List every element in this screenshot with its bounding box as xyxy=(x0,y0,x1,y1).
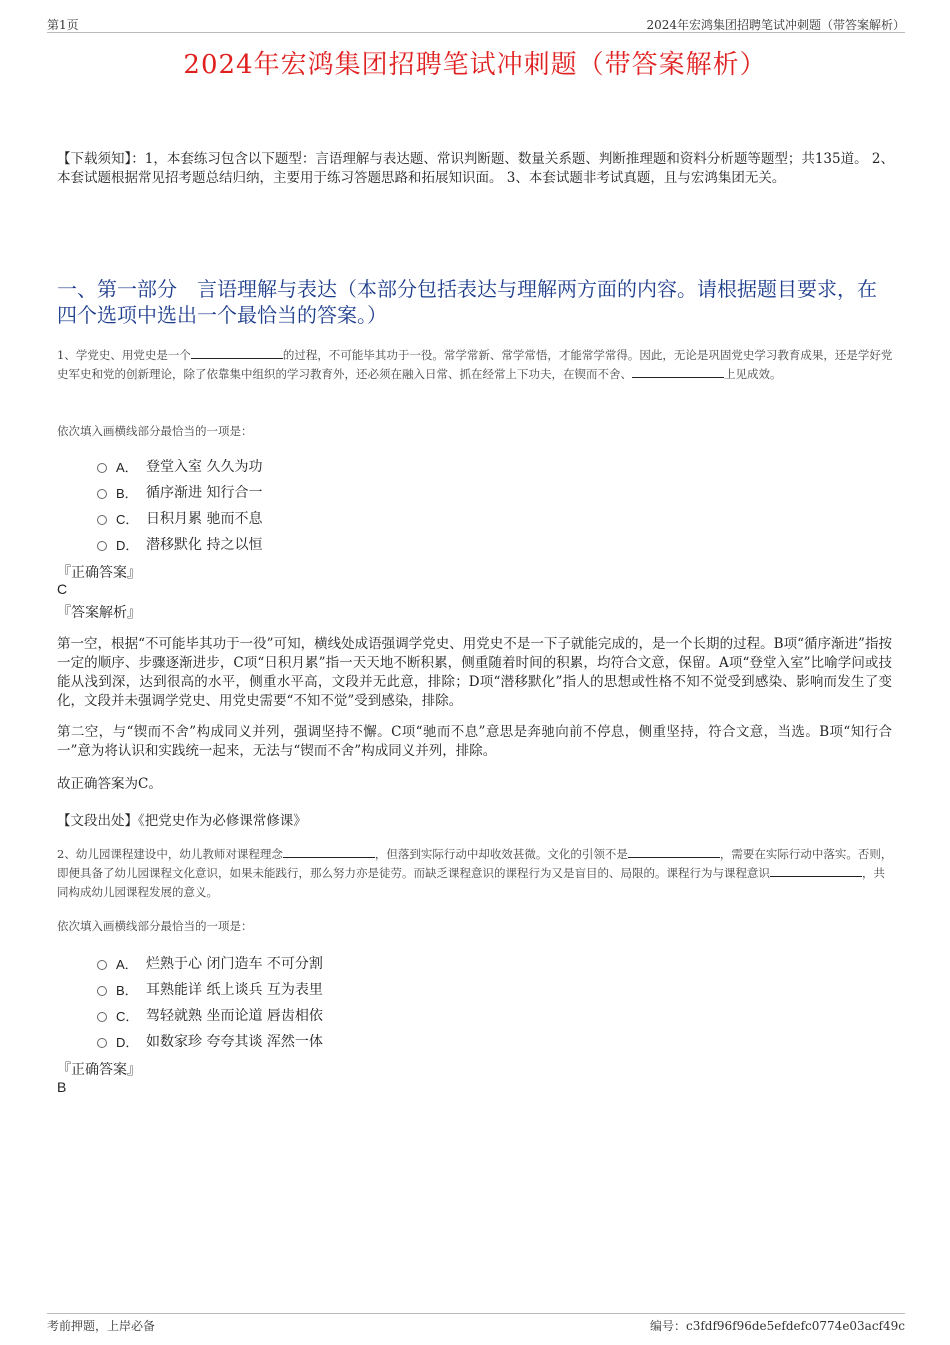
footer-code: 编号：c3fdf96f96de5efdefc0774e03acf49c xyxy=(649,1319,905,1333)
option-d[interactable] xyxy=(97,1028,323,1054)
question-2-blank-3 xyxy=(770,864,862,877)
question-2-text-3: ，需要在实际行动中落实。否则，即便具备了幼儿园课程文化意识，如果未能践行，那么努力亦是徒劳。而缺乏课程意识的课程行为又是盲目的、局限的。课程行为与课程意识 xyxy=(57,847,893,880)
analysis-label: 『答案解析』 xyxy=(57,605,141,621)
question-2-stem xyxy=(57,845,895,902)
question-1-blank-2 xyxy=(632,365,724,378)
section-heading: 一、第一部分 言语理解与表达（本部分包括表达与理解两方面的内容。请根据题目要求，在四个选项中选出一个最恰当的答案。） xyxy=(57,277,877,327)
option-text: 如数家珍 夸夸其谈 浑然一体 xyxy=(146,1034,323,1050)
radio-icon[interactable] xyxy=(97,541,107,551)
download-notice: 【下载须知】：1，本套练习包含以下题型：言语理解与表达题、常识判断题、数量关系题、判断推理题和资料分析题等题型；共135道。 2、本套试题根据常见招考题总结归纳，主要用于练习答题思路和拓展知识面。 3、本套试题非考试真题，且与宏鸿集团无关。 xyxy=(57,151,894,186)
analysis-paragraph-2: 第二空，与“锲而不舍”构成同义并列，强调坚持不懈。C项“驰而不息”意思是奔驰向前不停息，侧重坚持，符合文意，当选。B项“知行合一”意为将认识和实践统一起来，无法与“锲而不舍”构成同义并列，排除。 xyxy=(57,724,892,759)
option-letter: B． xyxy=(116,982,138,998)
question-1-blank-1 xyxy=(191,346,283,359)
question-2-blank-1 xyxy=(283,845,375,858)
analysis-paragraph-1: 第一空，根据“不可能毕其功于一役”可知，横线处成语强调学党史、用党史不是一下子就能完成的，是一个长期的过程。B项“循序渐进”指按一定的顺序、步骤逐渐进步，C项“日积月累”指一天天地不断积累，侧重随着时间的积累，均符合文意，保留。A项“登堂入室”比喻学问或技能从浅到深，达到很高的水平，侧重水平高，文段并无此意，排除；D项“潜移默化”指人的思想或性格不知不觉受到感染、影响而发生了变化，文段并未强调学党史、用党史需要“不知不觉”受到感染，排除。 xyxy=(57,636,892,709)
radio-icon[interactable] xyxy=(97,1012,107,1022)
radio-icon[interactable] xyxy=(97,960,107,970)
option-letter: D． xyxy=(116,537,139,553)
option-letter: A． xyxy=(116,459,138,475)
question-1-text-3: 上见成效。 xyxy=(724,367,782,381)
option-a[interactable] xyxy=(97,453,262,479)
option-letter: C． xyxy=(116,511,139,527)
option-text: 耳熟能详 纸上谈兵 互为表里 xyxy=(146,982,323,998)
document-title: 2024年宏鸿集团招聘笔试冲刺题（带答案解析） xyxy=(183,50,767,80)
option-c[interactable] xyxy=(97,505,262,531)
option-letter: B． xyxy=(116,485,138,501)
option-letter: C． xyxy=(116,1008,139,1024)
question-2-options xyxy=(97,950,323,1054)
question-1-text-1: 1、学党史、用党史是一个 xyxy=(57,348,191,362)
option-text: 潜移默化 持之以恒 xyxy=(146,537,263,553)
page-number: 第1页 xyxy=(47,18,79,32)
question-1-options xyxy=(97,453,262,557)
option-text: 登堂入室 久久为功 xyxy=(146,459,263,475)
option-a[interactable] xyxy=(97,950,323,976)
radio-icon[interactable] xyxy=(97,489,107,499)
page-header xyxy=(47,14,905,33)
question-2-blank-2 xyxy=(628,845,720,858)
option-b[interactable] xyxy=(97,976,323,1002)
option-b[interactable] xyxy=(97,479,262,505)
question-1-text-2: 的过程，不可能毕其功于一役。常学常新、常学常悟，才能常学常得。因此，无论是巩固党史学习教育成果，还是学好党史军史和党的创新理论，除了依靠集中组织的学习教育外，还必须在融入日常、抓在经常上下功夫，在锲而不舍、 xyxy=(57,348,893,381)
question-2-text-1: 2、幼儿园课程建设中，幼儿教师对课程理念 xyxy=(57,847,283,861)
question-1-prompt: 依次填入画横线部分最恰当的一项是： xyxy=(57,424,253,438)
option-d[interactable] xyxy=(97,531,262,557)
answer-value: B xyxy=(57,1079,67,1095)
question-2-text-2: ，但落到实际行动中却收效甚微。文化的引领不是 xyxy=(374,847,628,861)
option-letter: A． xyxy=(116,956,138,972)
page-footer xyxy=(47,1313,905,1334)
radio-icon[interactable] xyxy=(97,463,107,473)
option-text: 循序渐进 知行合一 xyxy=(146,485,263,501)
option-c[interactable] xyxy=(97,1002,323,1028)
question-2-prompt: 依次填入画横线部分最恰当的一项是： xyxy=(57,919,253,933)
option-text: 日积月累 驰而不息 xyxy=(146,511,263,527)
question-2-text-4: ，共同构成幼儿园课程发展的意义。 xyxy=(57,866,885,899)
option-letter: D． xyxy=(116,1034,139,1050)
header-doc-title: 2024年宏鸿集团招聘笔试冲刺题（带答案解析） xyxy=(646,18,905,32)
answer-value: C xyxy=(57,581,68,597)
answer-label: 『正确答案』 xyxy=(57,565,141,581)
question-1-stem xyxy=(57,346,895,384)
option-text: 驾轻就熟 坐而论道 唇齿相依 xyxy=(146,1008,323,1024)
source-reference: 【文段出处】《把党史作为必修课常修课》 xyxy=(57,813,307,829)
radio-icon[interactable] xyxy=(97,515,107,525)
answer-label: 『正确答案』 xyxy=(57,1062,141,1078)
radio-icon[interactable] xyxy=(97,1038,107,1048)
radio-icon[interactable] xyxy=(97,986,107,996)
footer-slogan: 考前押题，上岸必备 xyxy=(47,1319,156,1333)
option-text: 烂熟于心 闭门造车 不可分割 xyxy=(146,956,323,972)
analysis-conclusion: 故正确答案为C。 xyxy=(57,776,162,792)
